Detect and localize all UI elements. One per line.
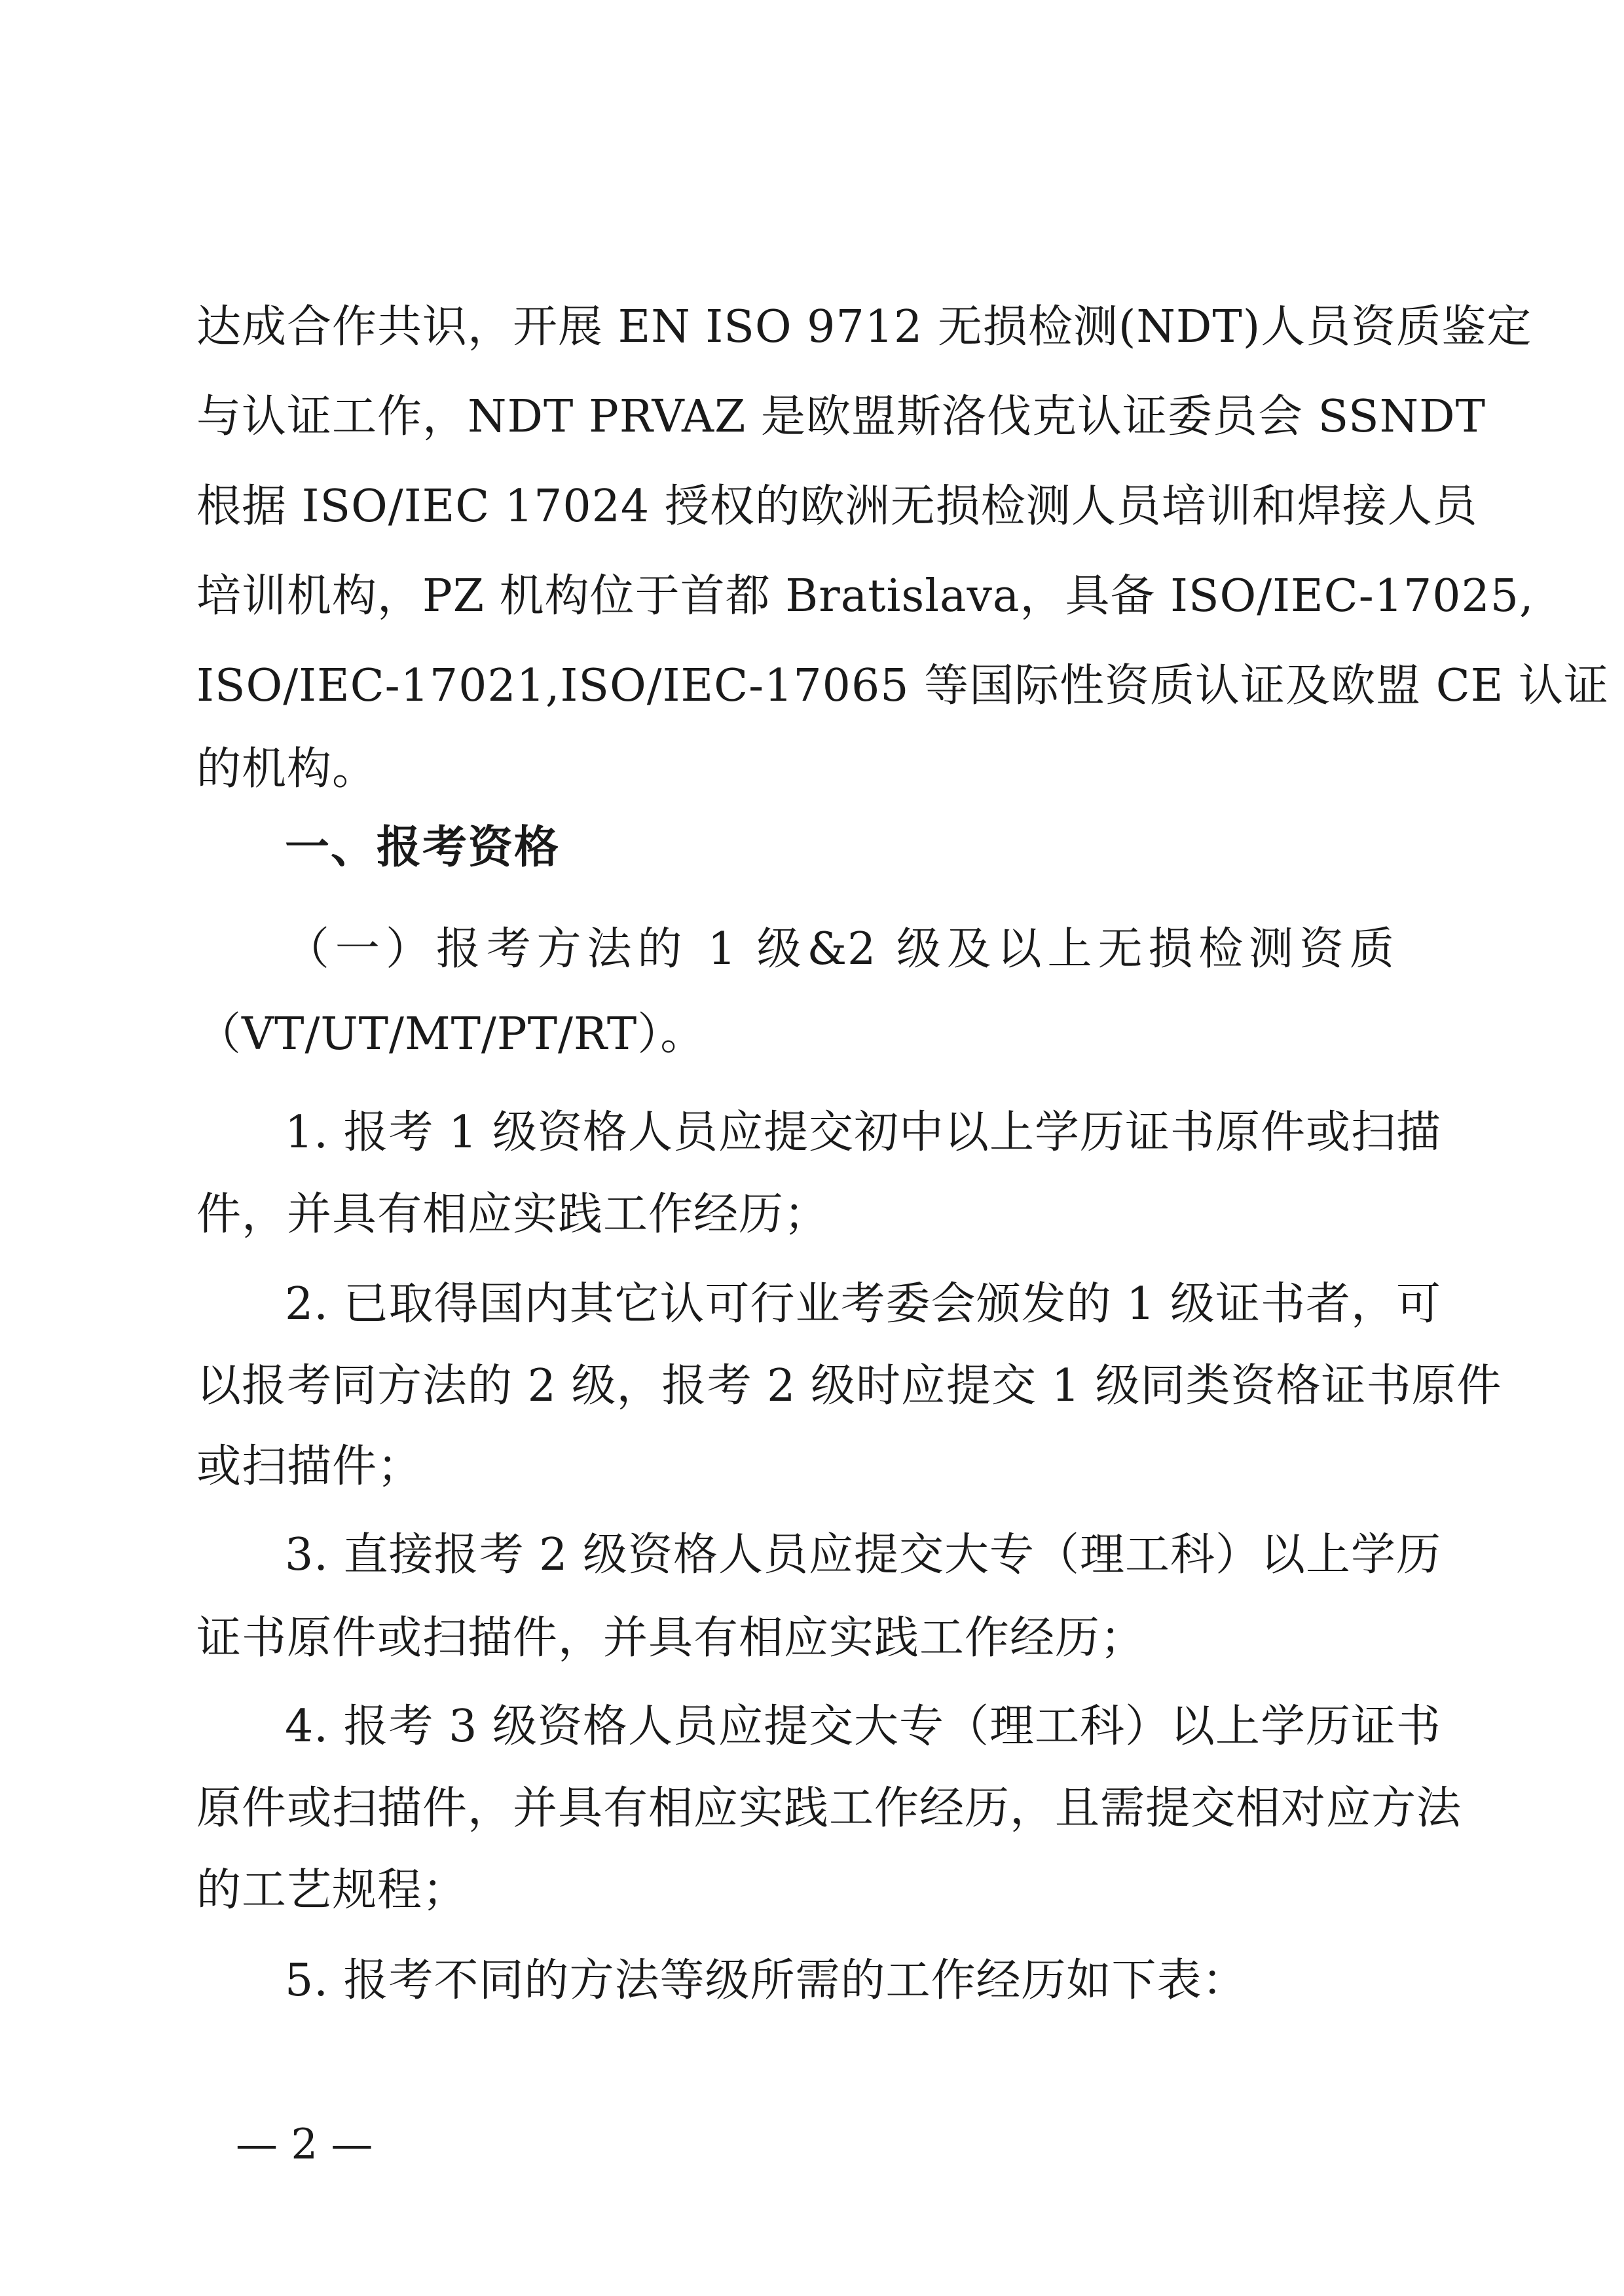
section-heading: 一、报考资格 bbox=[285, 822, 561, 874]
item1-line-1: 1. 报考 1 级资格人员应提交初中以上学历证书原件或扫描 bbox=[285, 1107, 1441, 1158]
item2-line-2: 以报考同方法的 2 级，报考 2 级时应提交 1 级同类资格证书原件 bbox=[196, 1360, 1502, 1412]
subsection-line-2: （VT/UT/MT/PT/RT）。 bbox=[196, 1009, 706, 1060]
intro-line-3: 根据 ISO/IEC 17024 授权的欧洲无损检测人员培训和焊接人员 bbox=[196, 481, 1478, 532]
intro-line-5: ISO/IEC-17021,ISO/IEC-17065 等国际性资质认证及欧盟 CE 认证 bbox=[196, 660, 1609, 712]
intro-line-2: 与认证工作，NDT PRVAZ 是欧盟斯洛伐克认证委员会 SSNDT bbox=[196, 391, 1486, 443]
item4-line-1: 4. 报考 3 级资格人员应提交大专（理工科）以上学历证书 bbox=[285, 1701, 1441, 1752]
item3-line-2: 证书原件或扫描件，并具有相应实践工作经历； bbox=[196, 1612, 1146, 1664]
subsection-line-1: （一）报考方法的 1 级&2 级及以上无损检测资质 bbox=[285, 923, 1395, 975]
page-number: — 2 — bbox=[236, 2120, 373, 2169]
intro-line-1: 达成合作共识，开展 EN ISO 9712 无损检测(NDT)人员资质鉴定 bbox=[196, 301, 1532, 353]
intro-line-6: 的机构。 bbox=[196, 743, 378, 795]
item2-line-1: 2. 已取得国内其它认可行业考委会颁发的 1 级证书者，可 bbox=[285, 1278, 1441, 1330]
item5-line-1: 5. 报考不同的方法等级所需的工作经历如下表： bbox=[285, 1955, 1247, 2007]
item1-line-2: 件，并具有相应实践工作经历； bbox=[196, 1189, 830, 1240]
item4-line-3: 的工艺规程； bbox=[196, 1864, 468, 1916]
item4-line-2: 原件或扫描件，并具有相应实践工作经历，且需提交相对应方法 bbox=[196, 1783, 1462, 1834]
item3-line-1: 3. 直接报考 2 级资格人员应提交大专（理工科）以上学历 bbox=[285, 1529, 1441, 1581]
item2-line-3: 或扫描件； bbox=[196, 1441, 423, 1492]
intro-line-4: 培训机构，PZ 机构位于首都 Bratislava，具备 ISO/IEC-17025, bbox=[196, 570, 1534, 622]
